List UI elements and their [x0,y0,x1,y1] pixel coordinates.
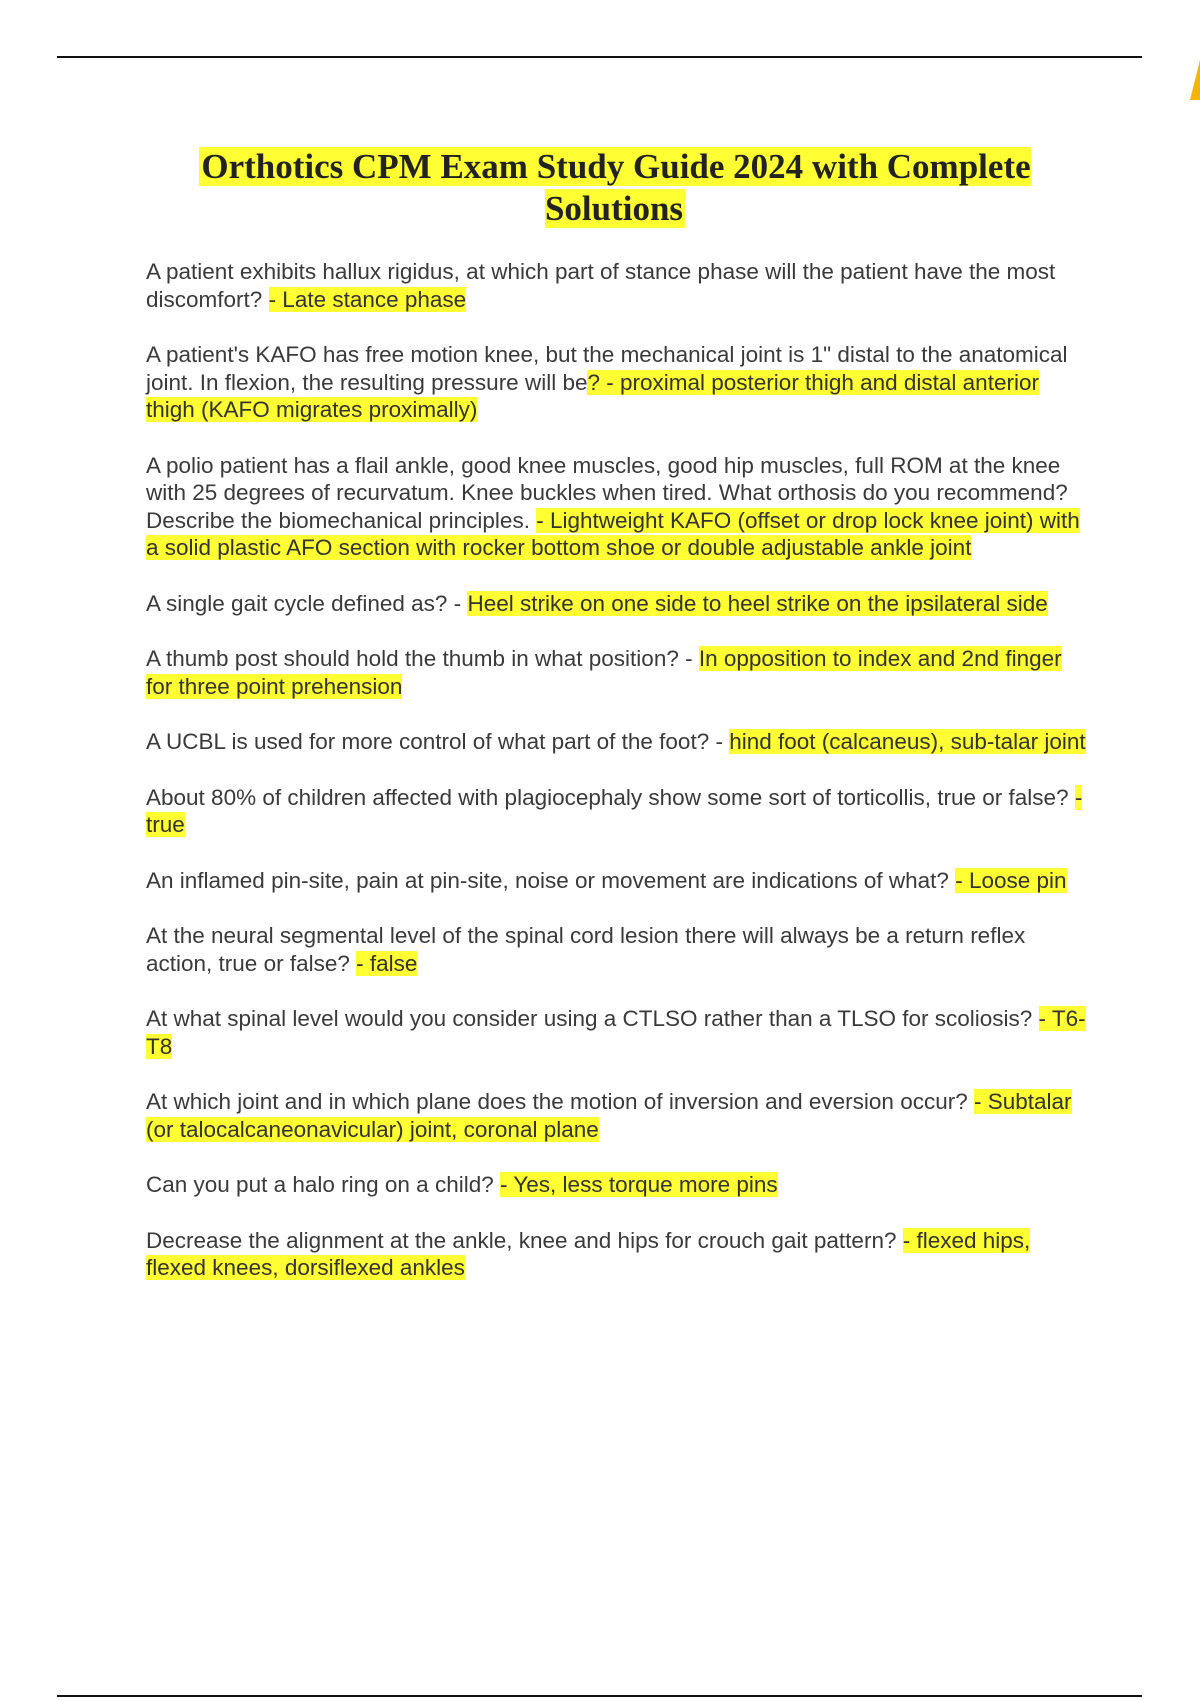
qa-item [146,645,1086,700]
question-text: At the neural segmental level of the spinal cord lesion there will always be a return reflex action, true or false? [146,923,1026,976]
top-rule [57,56,1142,58]
question-text: A single gait cycle defined as? - [146,590,462,616]
answer-text: - Subtalar (or talocalcaneonavicular) joint, coronal plane [146,1089,1072,1142]
question-text: Decrease the alignment at the ankle, knee and hips for crouch gait pattern? [146,1227,897,1253]
corner-accent-mark [1190,60,1200,100]
answer-text: - T6-T8 [146,1006,1086,1059]
qa-item [146,258,1086,313]
qa-item [146,784,1086,839]
question-text: About 80% of children affected with plagiocephaly show some sort of torticollis, true or false? [146,784,1069,810]
qa-item [146,1227,1086,1282]
answer-text: - Loose pin [955,867,1067,893]
qa-item [146,590,1086,618]
question-text: A patient exhibits hallux rigidus, at which part of stance phase will the patient have the most discomfort? [146,259,1056,312]
question-text: An inflamed pin-site, pain at pin-site, noise or movement are indications of what? [146,867,949,893]
answer-text: - flexed hips, flexed knees, dorsiflexed ankles [146,1227,1031,1280]
bottom-rule [57,1695,1142,1697]
question-text: At which joint and in which plane does the motion of inversion and eversion occur? [146,1089,968,1114]
qa-item [146,1005,1086,1060]
qa-item [146,867,1086,895]
document-title [140,146,1090,230]
separator [693,646,699,671]
qa-item [146,1088,1086,1143]
question-text: Can you put a halo ring on a child? [146,1172,494,1197]
document-title-text: Orthotics CPM Exam Study Guide 2024 with Complete Solutions [201,147,1031,228]
separator [262,287,268,312]
question-text: At what spinal level would you consider using a CTLSO rather than a TLSO for scoliosis? [146,1006,1033,1031]
qa-item [146,922,1086,977]
answer-text: - Lightweight KAFO (offset or drop lock knee joint) with a solid plastic AFO section with rocker bottom shoe or double adjustable ankle joint [146,507,1080,560]
question-text: A patient's KAFO has free motion knee, but the mechanical joint is 1" distal to the anatomical joint. In flexion, the resulting pressure will be [146,342,1068,395]
answer-text: Heel strike on one side to heel strike on the ipsilateral side [467,590,1048,616]
qa-item [146,728,1086,756]
qa-item [146,1171,1086,1199]
question-text: A UCBL is used for more control of what part of the foot? - [146,729,723,754]
answer-text: - Late stance phase [268,286,467,312]
separator [896,1228,902,1253]
separator [1032,1006,1038,1031]
answer-text: - true [146,784,1083,837]
answer-text: In opposition to index and 2nd finger for three point prehension [146,646,1062,699]
answer-text: hind foot (calcaneus), sub-talar joint [729,729,1086,754]
qa-list [146,258,1086,1310]
answer-text: ? - proximal posterior thigh and distal anterior thigh (KAFO migrates proximally) [146,369,1039,422]
qa-item [146,341,1086,424]
question-text: A thumb post should hold the thumb in what position? - [146,646,693,671]
question-text: A polio patient has a flail ankle, good knee muscles, good hip muscles, full ROM at the knee with 25 degrees of recurvatum. Knee buckles when tired. What orthosis do you recommend? Describe the biomechanical principles. [146,452,1068,533]
answer-text: - Yes, less torque more pins [500,1172,778,1197]
separator [1069,785,1075,810]
answer-text: - false [356,950,418,976]
qa-item [146,452,1086,562]
